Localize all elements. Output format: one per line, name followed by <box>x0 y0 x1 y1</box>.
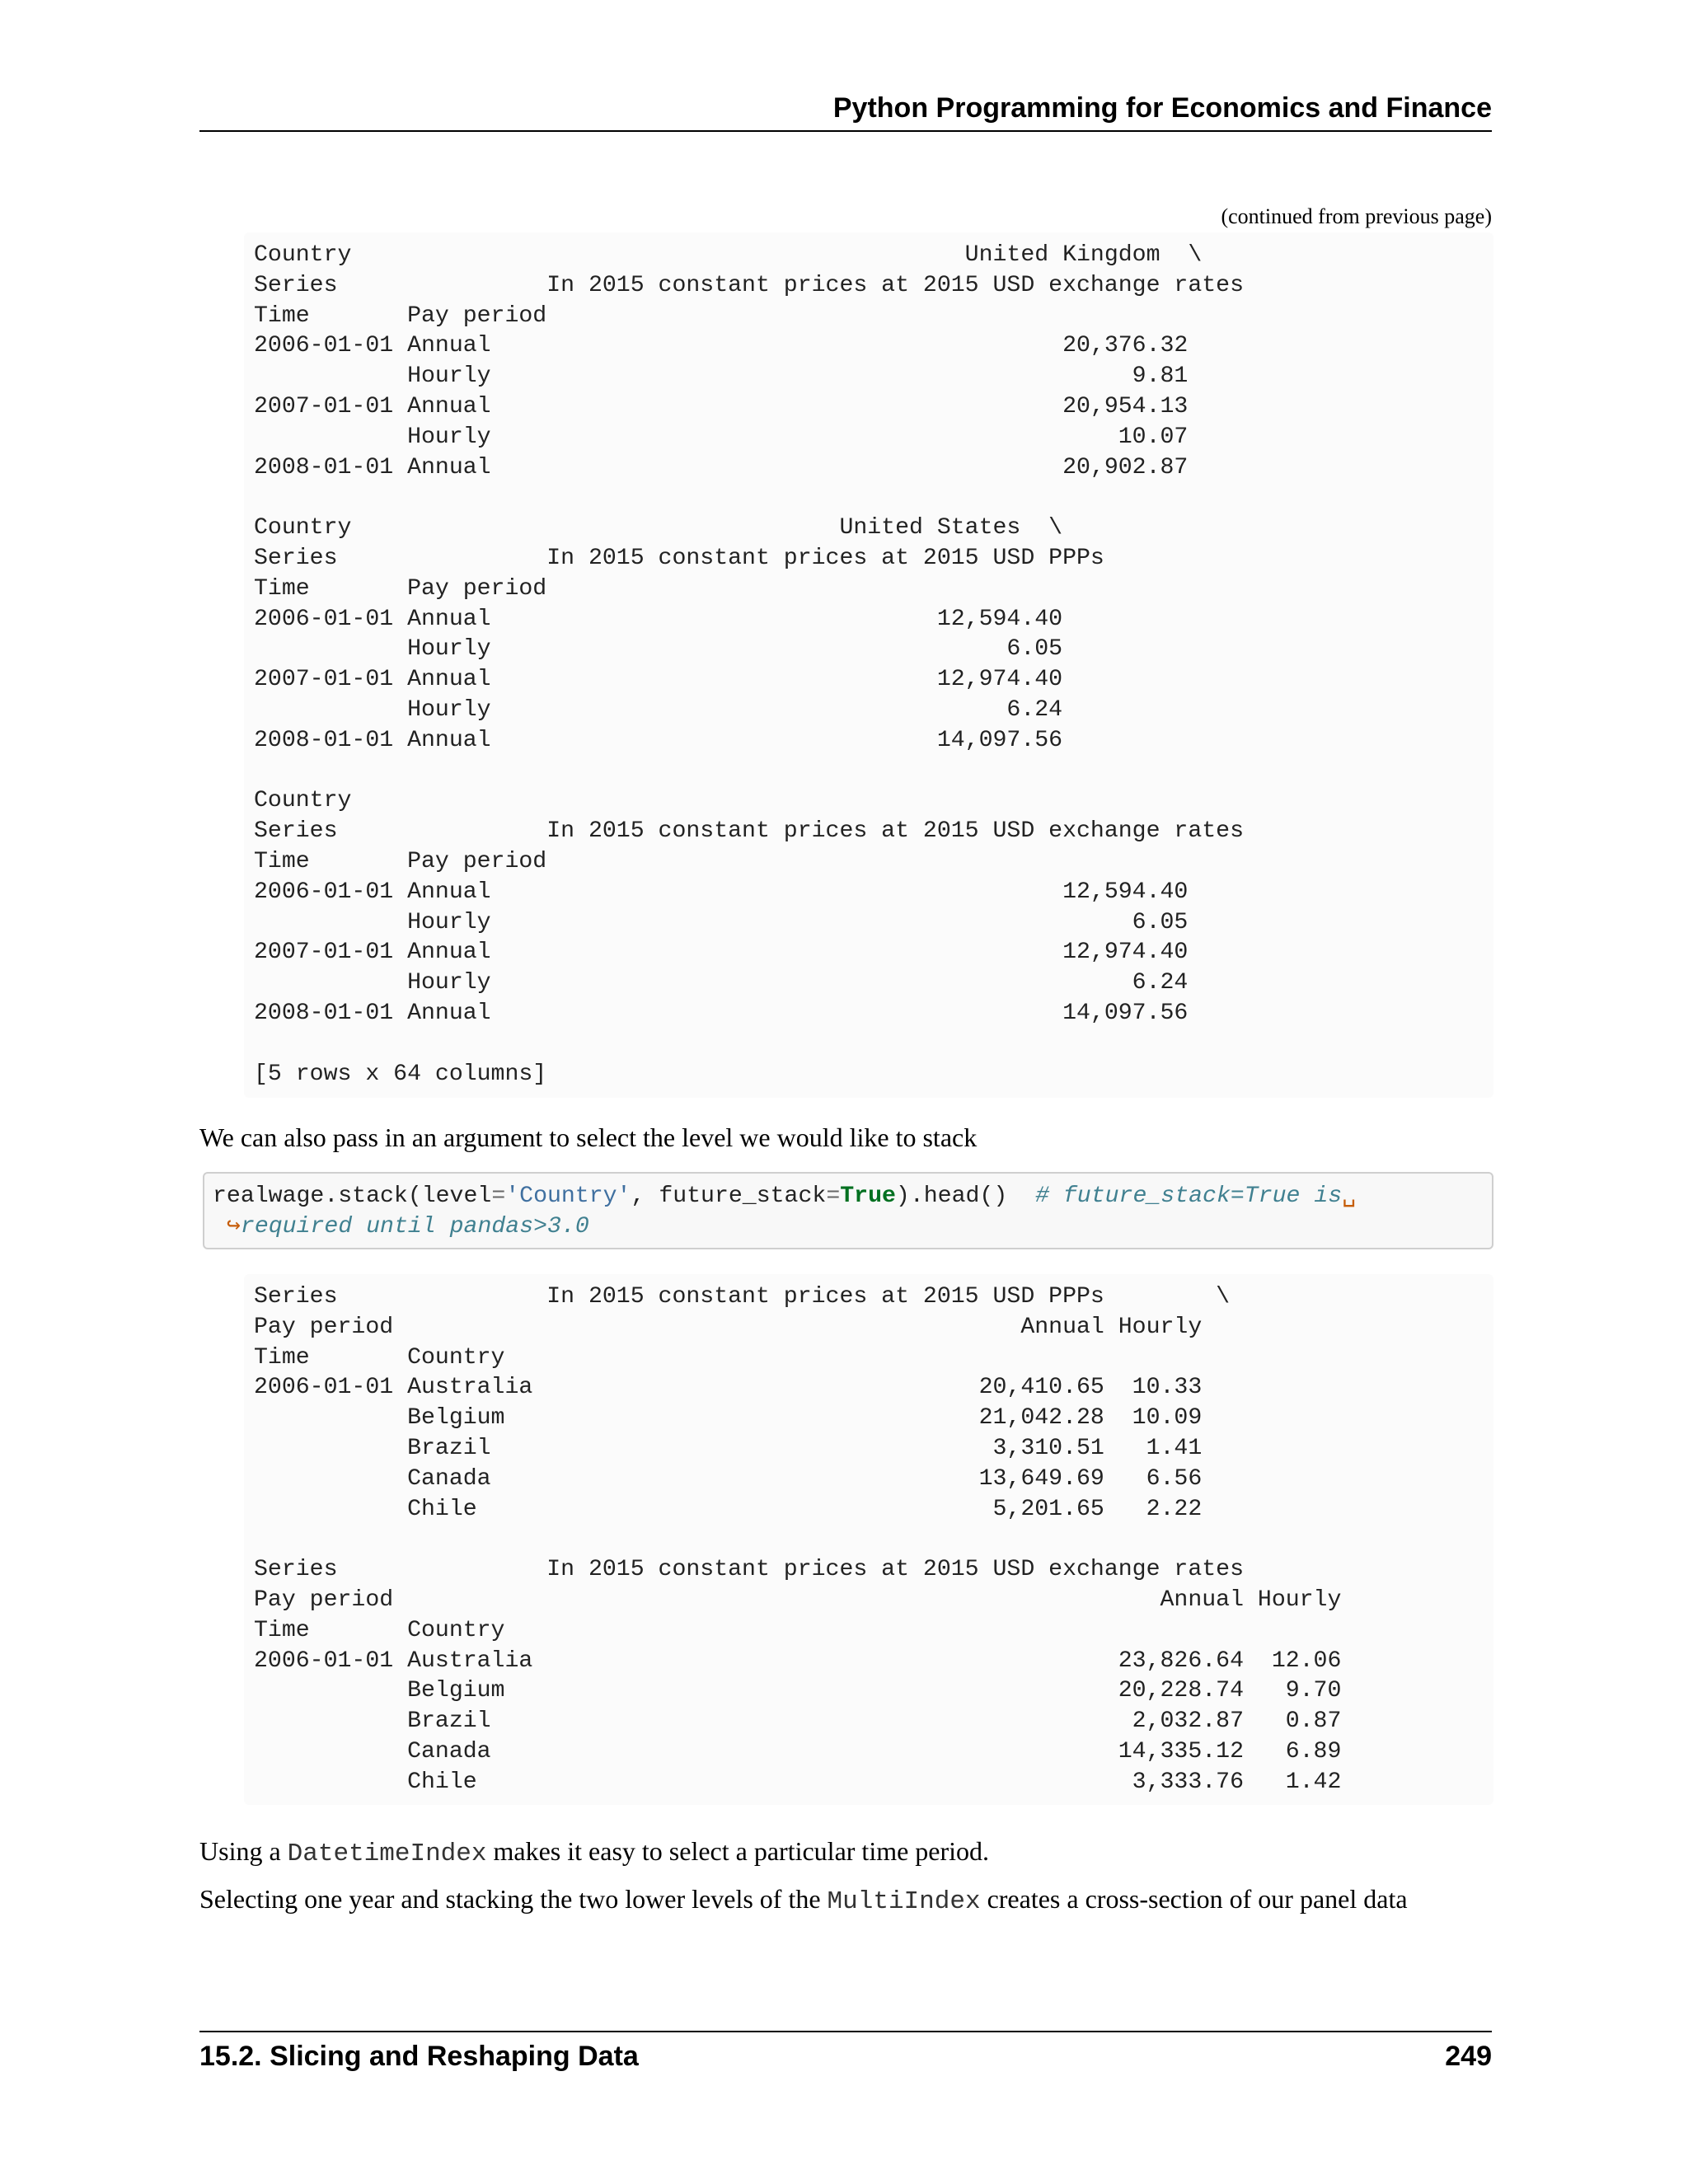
paragraph-cross-section <box>199 1882 1408 1919</box>
line-wrap-icon: ␣ <box>1342 1183 1357 1209</box>
code-comment: required until pandas>3.0 <box>240 1213 589 1240</box>
code-cell <box>203 1172 1493 1249</box>
output-text: Country United Kingdom \ Series In 2015 constant prices at 2015 USD exchange rates Time Pay period 2006-01-01 Annual 20,376.32 Hourly 9.81 2007-01-01 Annual 20,954.13 Hourly 10.07 2008-01-01 Annual 20,902.87 Country United States \ Series In 2015 constant prices at 2015 USD PPPs Time Pay period 2006-01-01 Annual 12,594.40 Hourly 6.05 2007-01-01 Annual 12,974.40 Hourly 6.24 2008-01-01 Annual 14,097.56 Country Series In 2015 constant prices at 2015 USD exchange rates Time Pay period 2006-01-01 Annual 12,594.40 Hourly 6.05 2007-01-01 Annual 12,974.40 Hourly 6.24 2008-01-01 Annual 14,097.56 [5 rows x 64 columns] <box>254 242 1244 1087</box>
paragraph-text: makes it easy to select a particular time period. <box>486 1836 990 1866</box>
inline-code: MultiIndex <box>827 1887 981 1916</box>
paragraph-text: Using a <box>199 1836 288 1866</box>
code-text <box>213 1182 1484 1243</box>
continued-note: (continued from previous page) <box>1221 204 1492 228</box>
output-block-stacked-table <box>244 232 1493 1098</box>
code-operator: = <box>491 1183 506 1209</box>
code-string: 'Country' <box>505 1183 631 1209</box>
footer-rule <box>199 2031 1492 2032</box>
code-token: realwage.stack(level <box>213 1183 492 1209</box>
footer-section-title: 15.2. Slicing and Reshaping Data <box>199 2041 639 2072</box>
page-number: 249 <box>1445 2041 1492 2072</box>
line-continuation-icon: ↪ <box>226 1213 241 1240</box>
output-block-country-stack <box>244 1274 1493 1805</box>
paragraph-stack-level: We can also pass in an argument to select the level we would like to stack <box>199 1122 978 1152</box>
code-keyword: True <box>840 1183 896 1209</box>
inline-code: DatetimeIndex <box>287 1840 487 1868</box>
code-token: , future_stack <box>631 1183 827 1209</box>
code-operator: = <box>826 1183 841 1209</box>
paragraph-text: creates a cross-section of our panel data <box>980 1884 1408 1914</box>
header-rule <box>199 130 1492 132</box>
code-token: ).head() <box>895 1183 1036 1209</box>
paragraph-datetimeindex <box>199 1835 989 1871</box>
output-text: Series In 2015 constant prices at 2015 USD PPPs \ Pay period Annual Hourly Time Country 2006-01-01 Australia 20,410.65 10.33 Belgium 21,042.28 10.09 Brazil 3,310.51 1.41 Canada 13,649.69 6.56 Chile 5,201.65 2.22 Series In 2015 constant prices at 2015 USD exchange rates Pay period Annual Hourly Time Country 2006-01-01 Australia 23,826.64 12.06 Belgium 20,228.74 9.70 Brazil 2,032.87 0.87 Canada 14,335.12 6.89 Chile 3,333.76 1.42 <box>254 1284 1342 1795</box>
code-comment: # future_stack=True is <box>1035 1183 1343 1209</box>
paragraph-text: Selecting one year and stacking the two lower levels of the <box>199 1884 828 1914</box>
running-header-title: Python Programming for Economics and Finance <box>832 92 1492 124</box>
